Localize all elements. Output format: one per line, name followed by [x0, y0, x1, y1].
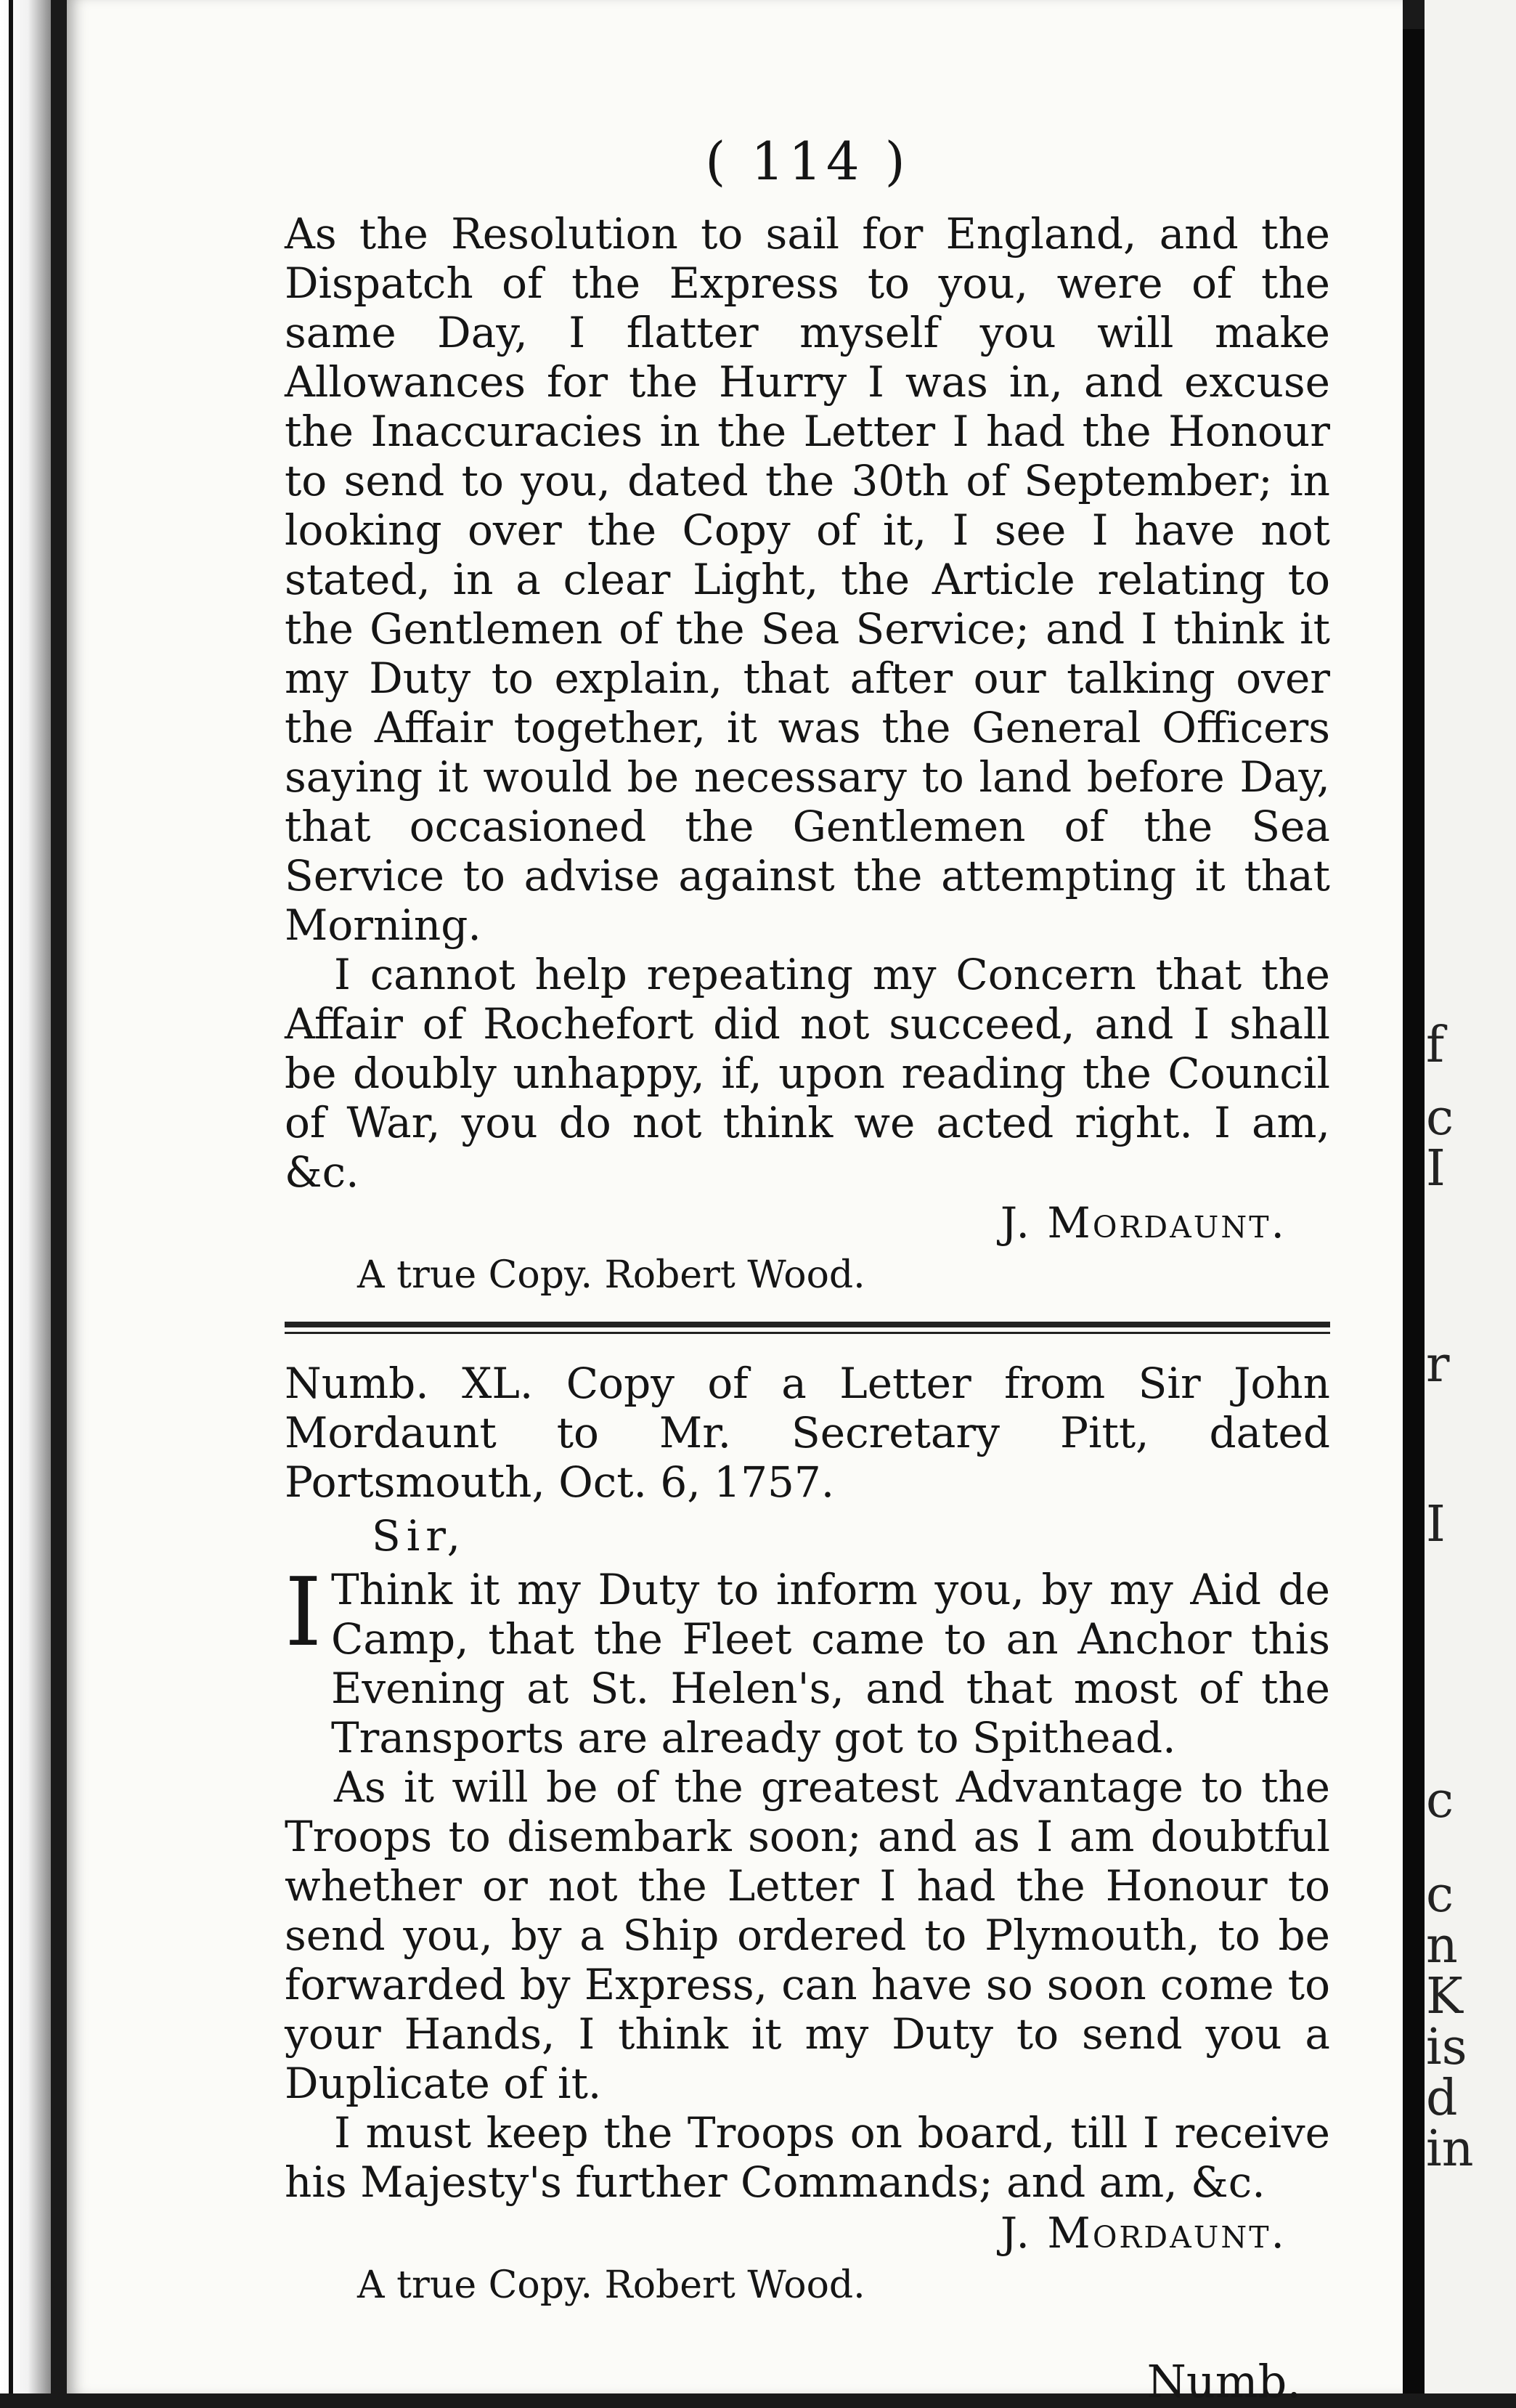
facing-page-fragment	[1425, 0, 1516, 2393]
letter2-paragraph-3: I must keep the Troops on board, till I receive his Majesty's further Commands; and am, &c.	[285, 2108, 1330, 2207]
facing-text-fragment: is	[1426, 2019, 1467, 2076]
letter2-salutation: Sir,	[372, 1511, 467, 1561]
facing-text-fragment: n	[1426, 1917, 1458, 1974]
facing-text-fragment: r	[1426, 1336, 1450, 1394]
letter2-paragraph-1: Think it my Duty to inform you, by my Aid de Camp, that the Fleet came to an Anchor this Evening at St. Helen's, and that most of the Transports are already got to Spithead.	[331, 1565, 1330, 1762]
letter2-heading: Numb. XL. Copy of a Letter from Sir John Mordaunt to Mr. Secretary Pitt, dated Portsmouth, Oct. 6, 1757.	[285, 1359, 1330, 1507]
facing-text-fragment: in	[1426, 2120, 1474, 2178]
drop-cap: I	[285, 1557, 322, 1667]
facing-text-fragment: c	[1426, 1866, 1454, 1924]
letter2-paragraph-2: As it will be of the greatest Advantage to the Troops to disembark soon; and as I am doubtful whether or not the Letter I had the Honour to send you, by a Ship ordered to Plymouth, to be forwarded by Express, can have so soon come to your Hands, I think it my Duty to send you a Duplicate of it.	[285, 1762, 1330, 2108]
facing-text-fragment: I	[1426, 1496, 1446, 1553]
letter1-paragraph-2: I cannot help repeating my Concern that the Affair of Rochefort did not succeed, and I shall be doubly unhappy, if, upon reading the Council of War, you do not think we acted right. I am, &c.	[285, 950, 1330, 1197]
letter1-paragraph-1: As the Resolution to sail for England, and the Dispatch of the Express to you, were of the same Day, I flatter myself you will make Allowances for the Hurry I was in, and excuse the Inaccuracies in the Letter I had the Honour to send to you, dated the 30th of September; in looking over the Copy of it, I see I have not stated, in a clear Light, the Article relating to the Gentlemen of the Sea Service; and I think it my Duty to explain, that after our talking over the Affair together, it was the General Officers saying it would be necessary to land before Day, that occasioned the Gentlemen of the Sea Service to advise against the attempting it that Morning.	[285, 209, 1330, 950]
facing-text-fragment: c	[1426, 1772, 1454, 1829]
facing-text-fragment: K	[1426, 1968, 1463, 2025]
book-page	[67, 0, 1403, 2408]
letter2-copy-attest: A true Copy. Robert Wood.	[357, 2263, 865, 2307]
section-rule	[285, 1322, 1330, 1334]
letter2-paragraph-1-block	[285, 1557, 1330, 1762]
page-number: ( 114 )	[705, 131, 910, 192]
page-content	[285, 131, 1330, 2408]
facing-text-fragment: c	[1426, 1089, 1454, 1147]
letter1-copy-attest: A true Copy. Robert Wood.	[357, 1253, 865, 1297]
binding-spine	[1403, 29, 1425, 2393]
facing-text-fragment: d	[1426, 2070, 1458, 2127]
catchword: Numb.	[1146, 2355, 1301, 2408]
letter1-signature: J. Mordaunt.	[1000, 1198, 1287, 1248]
gutter-line	[9, 0, 13, 2393]
letter2-signature: J. Mordaunt.	[1000, 2208, 1287, 2258]
facing-text-fragment: f	[1426, 1017, 1445, 1074]
left-page-edge	[0, 0, 51, 2393]
facing-text-fragment: I	[1426, 1140, 1446, 1197]
